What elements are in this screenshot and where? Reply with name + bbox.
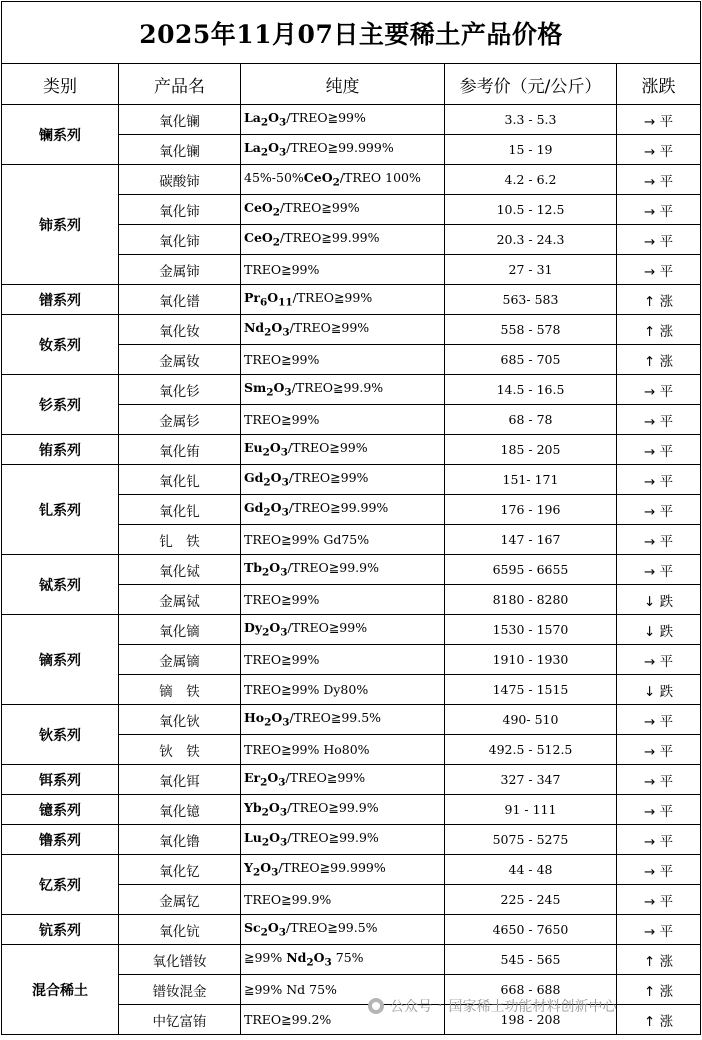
- trend-cell: → 平: [617, 165, 701, 195]
- purity-cell: $Lu_2O_3/TREO≧99.9\%$: [241, 825, 445, 855]
- category-cell: 镧系列: [2, 105, 119, 165]
- category-cell: 镨系列: [2, 285, 119, 315]
- price-cell: 563- 583: [445, 285, 617, 315]
- purity-cell: CeO$_2$/TREO≧99%: [241, 195, 445, 225]
- price-cell: 685 - 705: [445, 345, 617, 375]
- price-cell: 6595 - 6655: [445, 555, 617, 585]
- price-cell: 20.3 - 24.3: [445, 225, 617, 255]
- price-cell: 68 - 78: [445, 405, 617, 435]
- trend-cell: → 平: [617, 885, 701, 915]
- category-cell: 混合稀土: [2, 945, 119, 1035]
- product-name-cell: 氧化镱: [119, 795, 241, 825]
- price-cell: 14.5 - 16.5: [445, 375, 617, 405]
- table-row: [2, 435, 701, 465]
- category-cell: 铕系列: [2, 435, 119, 465]
- purity-cell: CeO$_2$/TREO≧99.99%: [241, 225, 445, 255]
- category-cell: 镱系列: [2, 795, 119, 825]
- product-name-cell: 氧化铕: [119, 435, 241, 465]
- price-cell: 1475 - 1515: [445, 675, 617, 705]
- trend-cell: → 平: [617, 825, 701, 855]
- page-title: 2025年11月07日主要稀土产品价格: [2, 2, 701, 64]
- table-row: [2, 825, 701, 855]
- trend-cell: → 平: [617, 705, 701, 735]
- table-row: [2, 795, 701, 825]
- table-row: [2, 705, 701, 735]
- category-cell: 钪系列: [2, 915, 119, 945]
- product-name-cell: 钬 铁: [119, 735, 241, 765]
- price-cell: 91 - 111: [445, 795, 617, 825]
- price-cell: 558 - 578: [445, 315, 617, 345]
- product-name-cell: 碳酸铈: [119, 165, 241, 195]
- table-row: [2, 465, 701, 495]
- purity-cell: TREO≧99.9%: [241, 885, 445, 915]
- trend-cell: → 平: [617, 405, 701, 435]
- product-name-cell: 氧化铒: [119, 765, 241, 795]
- purity-cell: $La_2O_3/TREO≧99\%$: [241, 105, 445, 135]
- category-cell: 铽系列: [2, 555, 119, 615]
- trend-cell: ↑ 涨: [617, 345, 701, 375]
- price-cell: 4.2 - 6.2: [445, 165, 617, 195]
- purity-cell: $Dy_2O_3/TREO≧99\%$: [241, 615, 445, 645]
- product-name-cell: 金属钐: [119, 405, 241, 435]
- table-row: [2, 555, 701, 585]
- product-name-cell: 氧化镝: [119, 615, 241, 645]
- price-cell: 225 - 245: [445, 885, 617, 915]
- category-cell: 铈系列: [2, 165, 119, 285]
- table-row: [2, 375, 701, 405]
- purity-cell: TREO≧99%: [241, 585, 445, 615]
- product-name-cell: 氧化镧: [119, 105, 241, 135]
- price-cell: 15 - 19: [445, 135, 617, 165]
- trend-cell: ↓ 跌: [617, 585, 701, 615]
- header-price: 参考价（元/公斤）: [445, 64, 617, 105]
- table-row: [2, 285, 701, 315]
- purity-cell: $Pr_6O_{11}/TREO≧99\%$: [241, 285, 445, 315]
- table-row: [2, 105, 701, 135]
- purity-cell: 45%-50%CeO$_2$/TREO 100%: [241, 165, 445, 195]
- table-body: [2, 105, 701, 1035]
- price-cell: 5075 - 5275: [445, 825, 617, 855]
- price-table: [1, 1, 701, 1035]
- purity-cell: $Gd_2O_3/TREO≧99\%$: [241, 465, 445, 495]
- watermark-name: 国家稀土功能材料创新中心: [448, 999, 617, 1015]
- product-name-cell: 氧化钐: [119, 375, 241, 405]
- trend-cell: ↓ 跌: [617, 675, 701, 705]
- trend-cell: → 平: [617, 735, 701, 765]
- trend-cell: → 平: [617, 105, 701, 135]
- product-name-cell: 氧化镨: [119, 285, 241, 315]
- trend-cell: ↑ 涨: [617, 285, 701, 315]
- price-cell: 176 - 196: [445, 495, 617, 525]
- category-cell: 铒系列: [2, 765, 119, 795]
- product-name-cell: 金属钕: [119, 345, 241, 375]
- purity-cell: TREO≧99% Ho80%: [241, 735, 445, 765]
- category-cell: 钐系列: [2, 375, 119, 435]
- purity-cell: TREO≧99% Dy80%: [241, 675, 445, 705]
- trend-cell: → 平: [617, 375, 701, 405]
- purity-cell: TREO≧99%: [241, 405, 445, 435]
- price-cell: 10.5 - 12.5: [445, 195, 617, 225]
- trend-cell: → 平: [617, 465, 701, 495]
- purity-cell: TREO≧99%: [241, 255, 445, 285]
- price-cell: 8180 - 8280: [445, 585, 617, 615]
- trend-cell: → 平: [617, 555, 701, 585]
- price-cell: 44 - 48: [445, 855, 617, 885]
- category-cell: 钕系列: [2, 315, 119, 375]
- product-name-cell: 中钇富铕: [119, 1005, 241, 1035]
- table-row: [2, 165, 701, 195]
- header-purity: 纯度: [241, 64, 445, 105]
- purity-cell: TREO≧99% Gd75%: [241, 525, 445, 555]
- trend-cell: ↓ 跌: [617, 615, 701, 645]
- trend-cell: → 平: [617, 195, 701, 225]
- product-name-cell: 镝 铁: [119, 675, 241, 705]
- purity-cell: $Sc_2O_3/TREO≧99.5\%$: [241, 915, 445, 945]
- product-name-cell: 金属铽: [119, 585, 241, 615]
- trend-cell: → 平: [617, 765, 701, 795]
- table-row: [2, 765, 701, 795]
- trend-cell: ↑ 涨: [617, 945, 701, 975]
- price-cell: 147 - 167: [445, 525, 617, 555]
- trend-cell: ↑ 涨: [617, 1005, 701, 1035]
- purity-cell: TREO≧99.2%: [241, 1005, 445, 1035]
- category-cell: 钬系列: [2, 705, 119, 765]
- product-name-cell: 镨钕混金: [119, 975, 241, 1005]
- trend-cell: ↑ 涨: [617, 975, 701, 1005]
- purity-cell: ≧99% Nd 75%: [241, 975, 445, 1005]
- header-trend: 涨跌: [617, 64, 701, 105]
- purity-cell: ≧99% $Nd_2O_3$ 75%: [241, 945, 445, 975]
- price-cell: 27 - 31: [445, 255, 617, 285]
- product-name-cell: 氧化钕: [119, 315, 241, 345]
- purity-cell: $Er_2O_3/TREO≧99\%$: [241, 765, 445, 795]
- purity-cell: $Tb_2O_3/TREO≧99.9\%$: [241, 555, 445, 585]
- category-cell: 钇系列: [2, 855, 119, 915]
- product-name-cell: 氧化钇: [119, 855, 241, 885]
- trend-cell: → 平: [617, 255, 701, 285]
- trend-cell: → 平: [617, 225, 701, 255]
- category-cell: 镝系列: [2, 615, 119, 705]
- header-category: 类别: [2, 64, 119, 105]
- table-row: [2, 915, 701, 945]
- price-cell: 3.3 - 5.3: [445, 105, 617, 135]
- product-name-cell: 氧化铽: [119, 555, 241, 585]
- trend-cell: → 平: [617, 525, 701, 555]
- purity-cell: TREO≧99%: [241, 645, 445, 675]
- price-cell: 4650 - 7650: [445, 915, 617, 945]
- price-cell: 492.5 - 512.5: [445, 735, 617, 765]
- trend-cell: → 平: [617, 855, 701, 885]
- table-row: [2, 855, 701, 885]
- trend-cell: → 平: [617, 645, 701, 675]
- purity-cell: $Sm_2O_3/TREO≧99.9\%$: [241, 375, 445, 405]
- watermark: [368, 996, 616, 1016]
- product-name-cell: 金属铈: [119, 255, 241, 285]
- purity-cell: TREO≧99%: [241, 345, 445, 375]
- wechat-official-account-icon: [368, 998, 384, 1014]
- purity-cell: $Nd_2O_3/TREO≧99\%$: [241, 315, 445, 345]
- price-cell: 198 - 208: [445, 1005, 617, 1035]
- product-name-cell: 金属钇: [119, 885, 241, 915]
- price-cell: 151- 171: [445, 465, 617, 495]
- header-product: 产品名: [119, 64, 241, 105]
- purity-cell: $La_2O_3/TREO≧99.999\%$: [241, 135, 445, 165]
- table-row: [2, 315, 701, 345]
- product-name-cell: 氧化铈: [119, 225, 241, 255]
- product-name-cell: 氧化钆: [119, 495, 241, 525]
- table-row: [2, 945, 701, 975]
- price-cell: 668 - 688: [445, 975, 617, 1005]
- product-name-cell: 金属镝: [119, 645, 241, 675]
- watermark-separator: ·: [438, 998, 443, 1014]
- price-cell: 327 - 347: [445, 765, 617, 795]
- price-cell: 1530 - 1570: [445, 615, 617, 645]
- category-cell: 镥系列: [2, 825, 119, 855]
- product-name-cell: 氧化钪: [119, 915, 241, 945]
- price-cell: 185 - 205: [445, 435, 617, 465]
- product-name-cell: 氧化镥: [119, 825, 241, 855]
- purity-cell: $Gd_2O_3/TREO≧99.99\%$: [241, 495, 445, 525]
- trend-cell: → 平: [617, 495, 701, 525]
- table-row: [2, 615, 701, 645]
- purity-cell: $Y_2O_3/TREO≧99.999\%$: [241, 855, 445, 885]
- product-name-cell: 钆 铁: [119, 525, 241, 555]
- price-cell: 1910 - 1930: [445, 645, 617, 675]
- trend-cell: → 平: [617, 795, 701, 825]
- price-cell: 545 - 565: [445, 945, 617, 975]
- trend-cell: ↑ 涨: [617, 315, 701, 345]
- price-cell: 490- 510: [445, 705, 617, 735]
- category-cell: 钆系列: [2, 465, 119, 555]
- product-name-cell: 氧化镧: [119, 135, 241, 165]
- trend-cell: → 平: [617, 915, 701, 945]
- watermark-prefix: 公众号: [390, 999, 432, 1015]
- product-name-cell: 氧化铈: [119, 195, 241, 225]
- product-name-cell: 氧化镨钕: [119, 945, 241, 975]
- product-name-cell: 氧化钬: [119, 705, 241, 735]
- trend-cell: → 平: [617, 135, 701, 165]
- purity-cell: $Eu_2O_3/TREO≧99\%$: [241, 435, 445, 465]
- product-name-cell: 氧化钆: [119, 465, 241, 495]
- trend-cell: → 平: [617, 435, 701, 465]
- purity-cell: $Yb_2O_3/TREO≧99.9\%$: [241, 795, 445, 825]
- purity-cell: $Ho_2O_3/TREO≧99.5\%$: [241, 705, 445, 735]
